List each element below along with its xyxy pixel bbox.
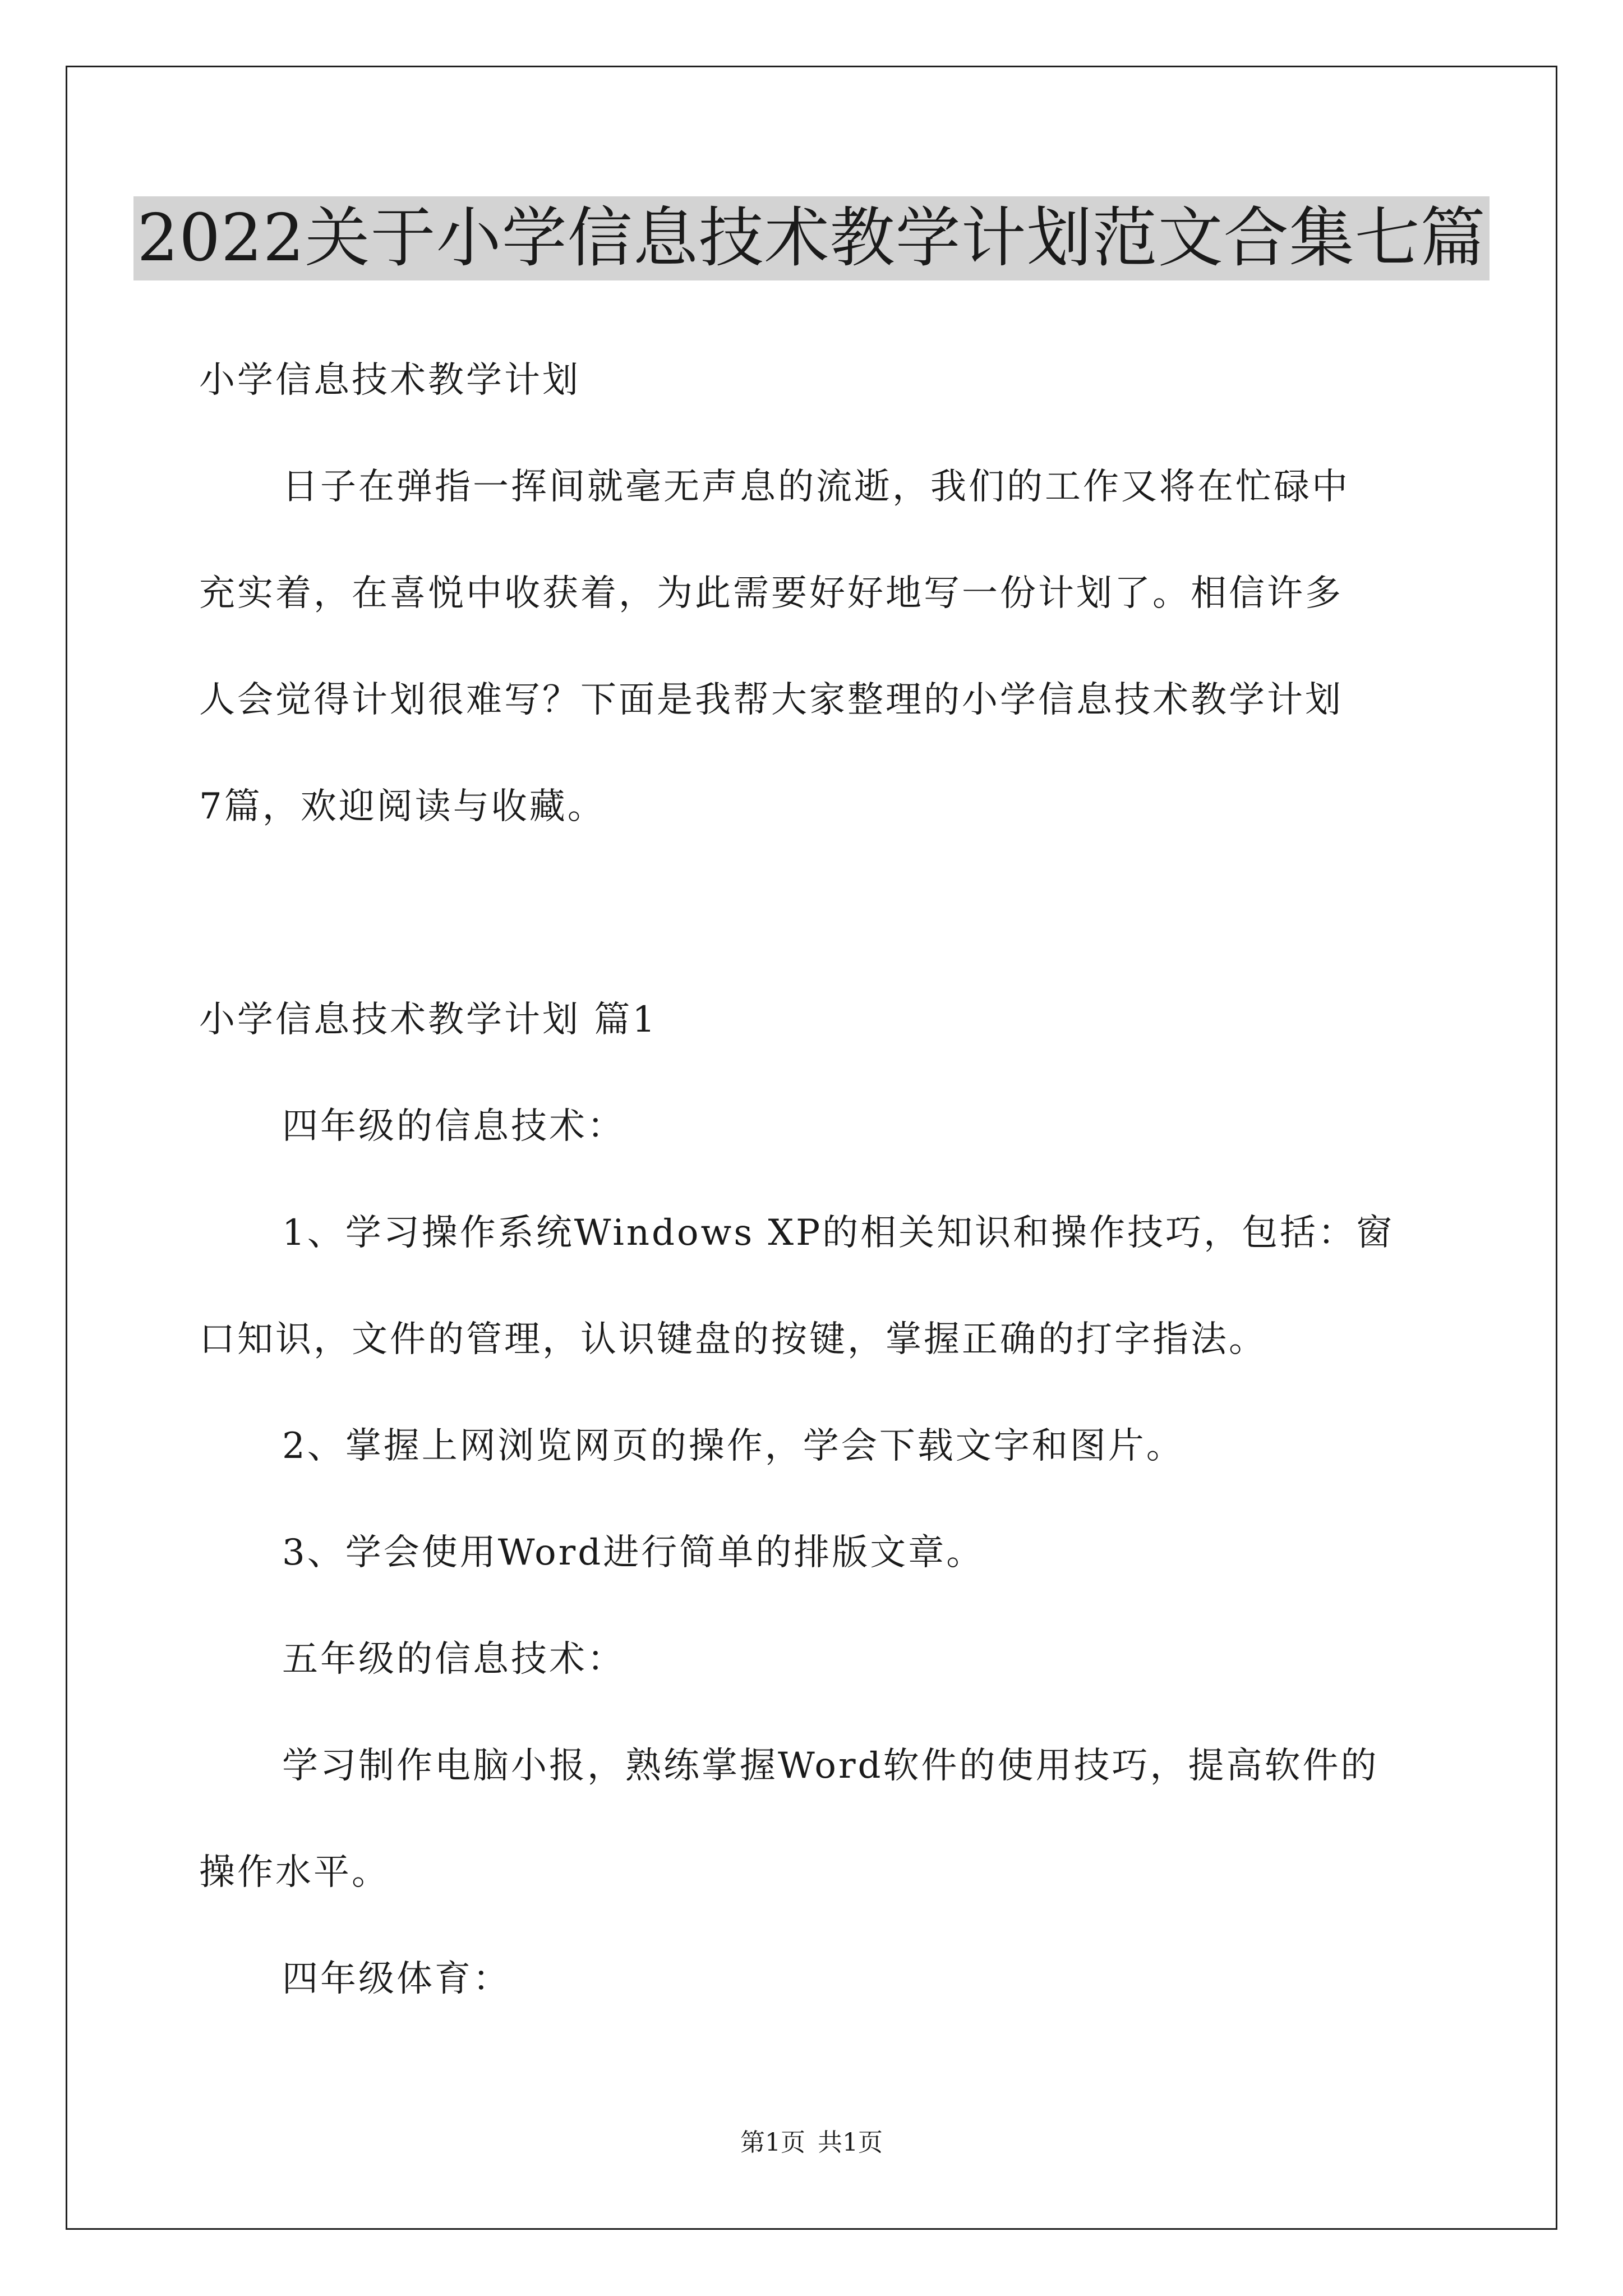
section-heading: 小学信息技术教学计划	[199, 360, 580, 401]
paragraph-line: 1、学习操作系统Windows XP的相关知识和操作技巧，包括：窗	[282, 1212, 1395, 1254]
paragraph-line: 2、掌握上网浏览网页的操作，学会下载文字和图片。	[282, 1425, 1184, 1467]
paragraph-line: 7篇，欢迎阅读与收藏。	[199, 786, 606, 827]
paragraph-line: 四年级体育：	[282, 1958, 511, 2000]
paragraph-line: 学习制作电脑小报，熟练掌握Word软件的使用技巧，提高软件的	[282, 1745, 1379, 1787]
page-number: 第1页	[740, 2128, 805, 2157]
paragraph-line: 人会觉得计划很难写？下面是我帮大家整理的小学信息技术教学计划	[199, 679, 1343, 721]
paragraph-line: 四年级的信息技术：	[282, 1106, 625, 1147]
paragraph-line: 操作水平。	[199, 1852, 390, 1893]
document-title: 2022关于小学信息技术教学计划范文合集七篇	[133, 196, 1489, 280]
paragraph-line: 充实着，在喜悦中收获着，为此需要好好地写一份计划了。相信许多	[199, 573, 1343, 614]
paragraph-line: 口知识，文件的管理，认识键盘的按键，掌握正确的打字指法。	[199, 1319, 1267, 1360]
page-total: 共1页	[818, 2128, 883, 2157]
title-container	[0, 196, 1623, 280]
section-heading: 小学信息技术教学计划 篇1	[199, 999, 658, 1041]
paragraph-line: 五年级的信息技术：	[282, 1639, 625, 1680]
paragraph-line: 3、学会使用Word进行简单的排版文章。	[282, 1532, 985, 1573]
paragraph-line: 日子在弹指一挥间就毫无声息的流逝，我们的工作又将在忙碌中	[282, 466, 1350, 508]
page-footer	[0, 2126, 1623, 2160]
